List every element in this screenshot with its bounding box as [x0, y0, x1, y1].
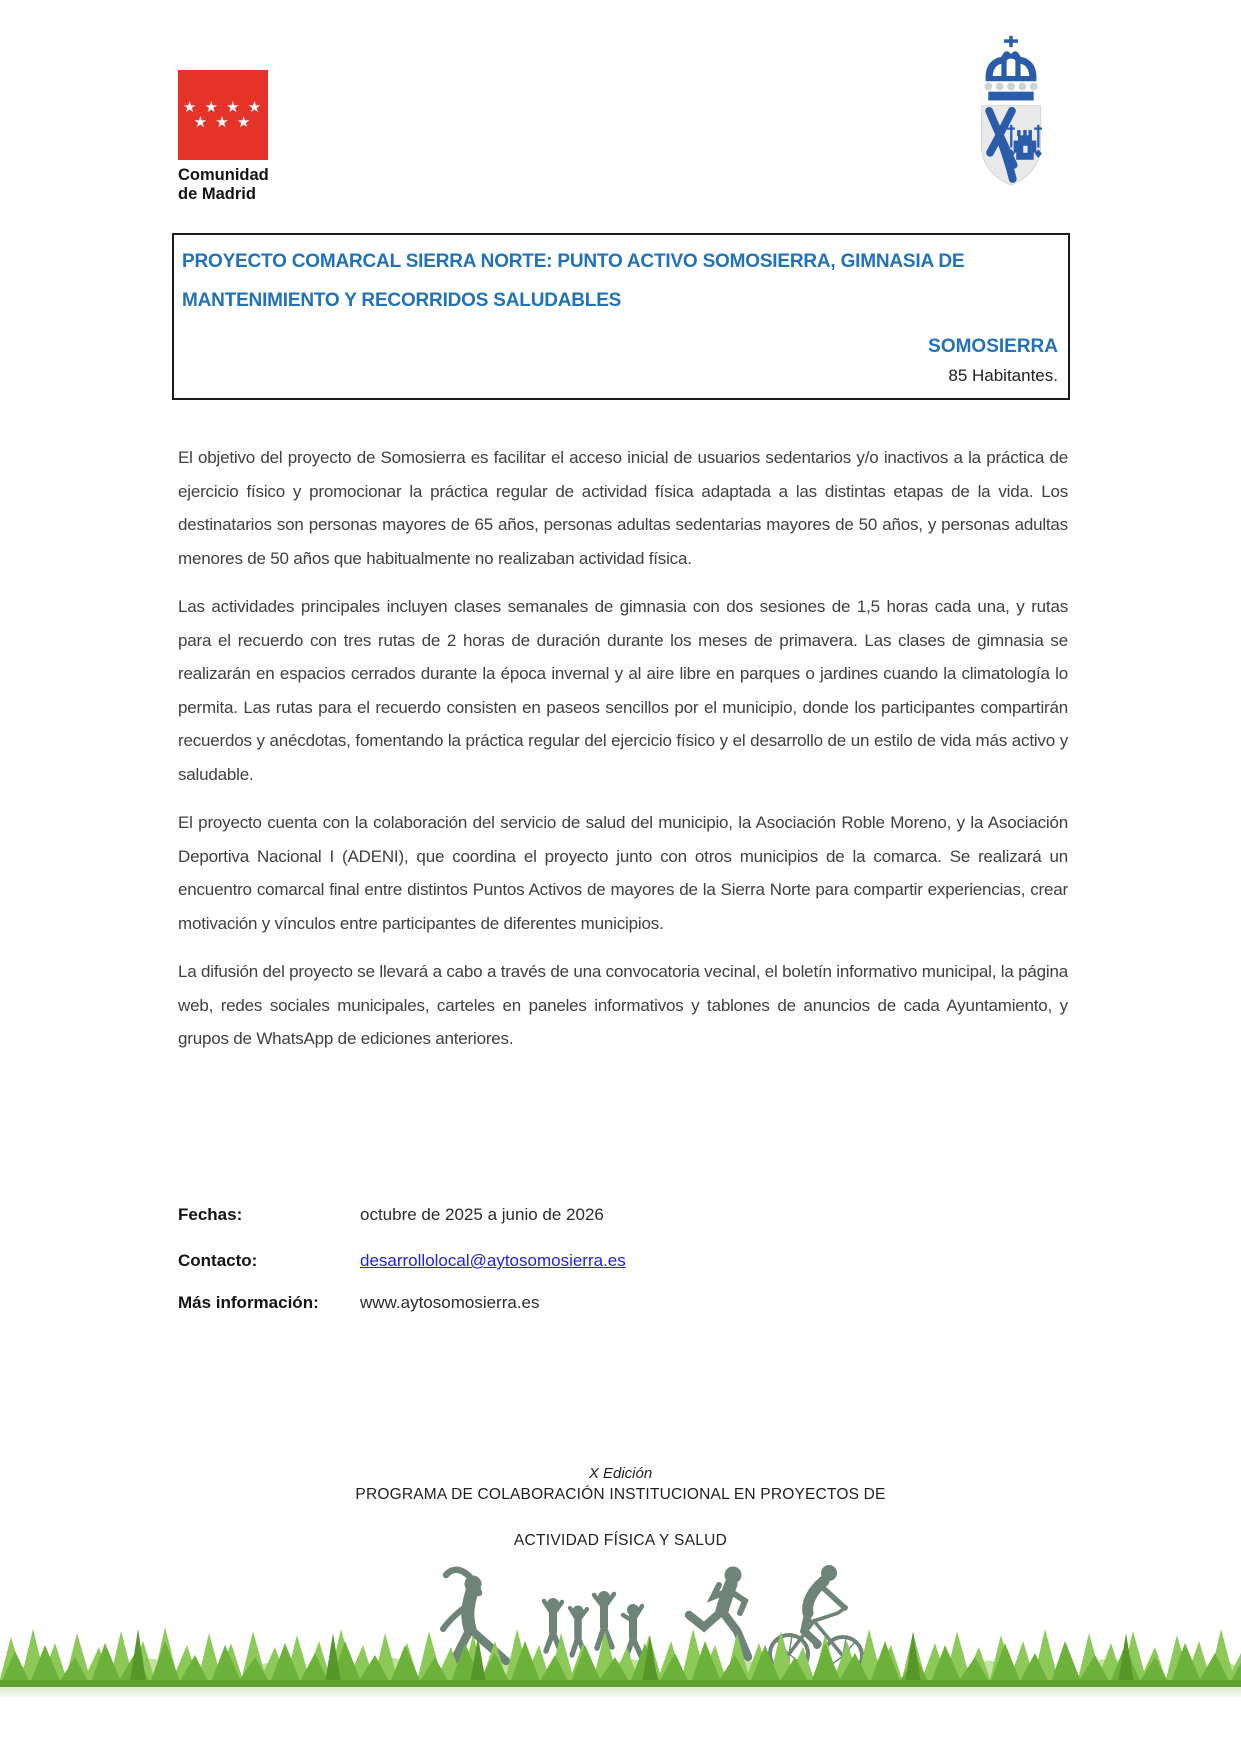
- collaboration-paragraph: El proyecto cuenta con la colaboración del servicio de salud del municipio, la Asociación Roble Moreno, y la Asociación Deportiva Nacional I (ADENI), que coordina el proyecto junto con otros municipios de la comarca. Se realizará un encuentro comarcal final entre distintos Puntos Activos de mayores de la Sierra Norte para compartir experiencias, crear motivación y vínculos entre participantes de diferentes municipios.: [178, 813, 1068, 933]
- objective-paragraph: El objetivo del proyecto de Somosierra es facilitar el acceso inicial de usuarios sedentarios y/o inactivos a la práctica de ejercicio físico y promocionar la práctica regular de actividad física adaptada a las distintas etapas de la vida. Los destinatarios son personas mayores de 65 años, personas adultas sedentarias mayores de 50 años, y personas adultas menores de 50 años que habitualmente no realizaban actividad física.: [178, 448, 1068, 568]
- madrid-logo-label: [178, 166, 298, 204]
- contact-label: Contacto:: [178, 1251, 258, 1270]
- grass-activity-illustration: [0, 1553, 1241, 1693]
- outreach-paragraph: La difusión del proyecto se llevará a cabo a través de una convocatoria vecinal, el boletín informativo municipal, la página web, redes sociales municipales, carteles en paneles informativos y tablones de anuncios de cada Ayuntamiento, y grupos de WhatsApp de ediciones anteriores.: [178, 962, 1068, 1048]
- edition-line: X Edición: [588, 1465, 653, 1482]
- contact-row: [178, 1251, 1068, 1271]
- madrid-flag-icon: [178, 70, 268, 160]
- more-info-label: Más información:: [178, 1293, 319, 1312]
- dates-value: octubre de 2025 a junio de 2026: [360, 1205, 604, 1224]
- somosierra-coat-of-arms-icon: [963, 34, 1059, 200]
- dates-row: [178, 1205, 1068, 1225]
- project-title: PROYECTO COMARCAL SIERRA NORTE: PUNTO ACTIVO SOMOSIERRA, GIMNASIA DE MANTENIMIENTO Y RECORRIDOS SALUDABLES: [182, 251, 965, 311]
- contact-email-link[interactable]: desarrollolocal@aytosomosierra.es: [360, 1251, 626, 1270]
- program-footer: [0, 1464, 1241, 1550]
- activities-paragraph: Las actividades principales incluyen clases semanales de gimnasia con dos sesiones de 1,5 horas cada una, y rutas para el recuerdo con tres rutas de 2 horas de duración durante los meses de primavera. Las clases de gimnasia se realizarán en espacios cerrados durante la época invernal y al aire libre en parques o jardines cuando la climatología lo permita. Las rutas para el recuerdo consisten en paseos sencillos por el municipio, donde los participantes compartirán recuerdos y anécdotas, fomentando la práctica regular del ejercicio físico y el desarrollo de un estilo de vida más activo y saludable.: [178, 597, 1068, 784]
- project-title-box: [172, 233, 1070, 400]
- subject-line: ACTIVIDAD FÍSICA Y SALUD: [513, 1532, 728, 1549]
- madrid-logo-line1: Comunidad: [178, 166, 269, 184]
- madrid-stars-row1: ★ ★ ★ ★: [182, 99, 264, 116]
- project-description: [178, 441, 1068, 1071]
- municipality-name: SOMOSIERRA: [928, 336, 1058, 357]
- website-value: www.aytosomosierra.es: [360, 1293, 540, 1312]
- more-info-row: [178, 1293, 1068, 1313]
- comunidad-madrid-logo: [178, 70, 298, 204]
- inhabitants-count: 85 Habitantes.: [948, 366, 1058, 385]
- project-info-list: [178, 1205, 1068, 1339]
- program-line: PROGRAMA DE COLABORACIÓN INSTITUCIONAL EN PROYECTOS DE: [355, 1486, 886, 1503]
- madrid-logo-line2: de Madrid: [178, 185, 256, 203]
- madrid-stars-row2: ★ ★ ★: [193, 114, 253, 131]
- grass-reflection-strip: [0, 1687, 1241, 1697]
- dates-label: Fechas:: [178, 1205, 243, 1224]
